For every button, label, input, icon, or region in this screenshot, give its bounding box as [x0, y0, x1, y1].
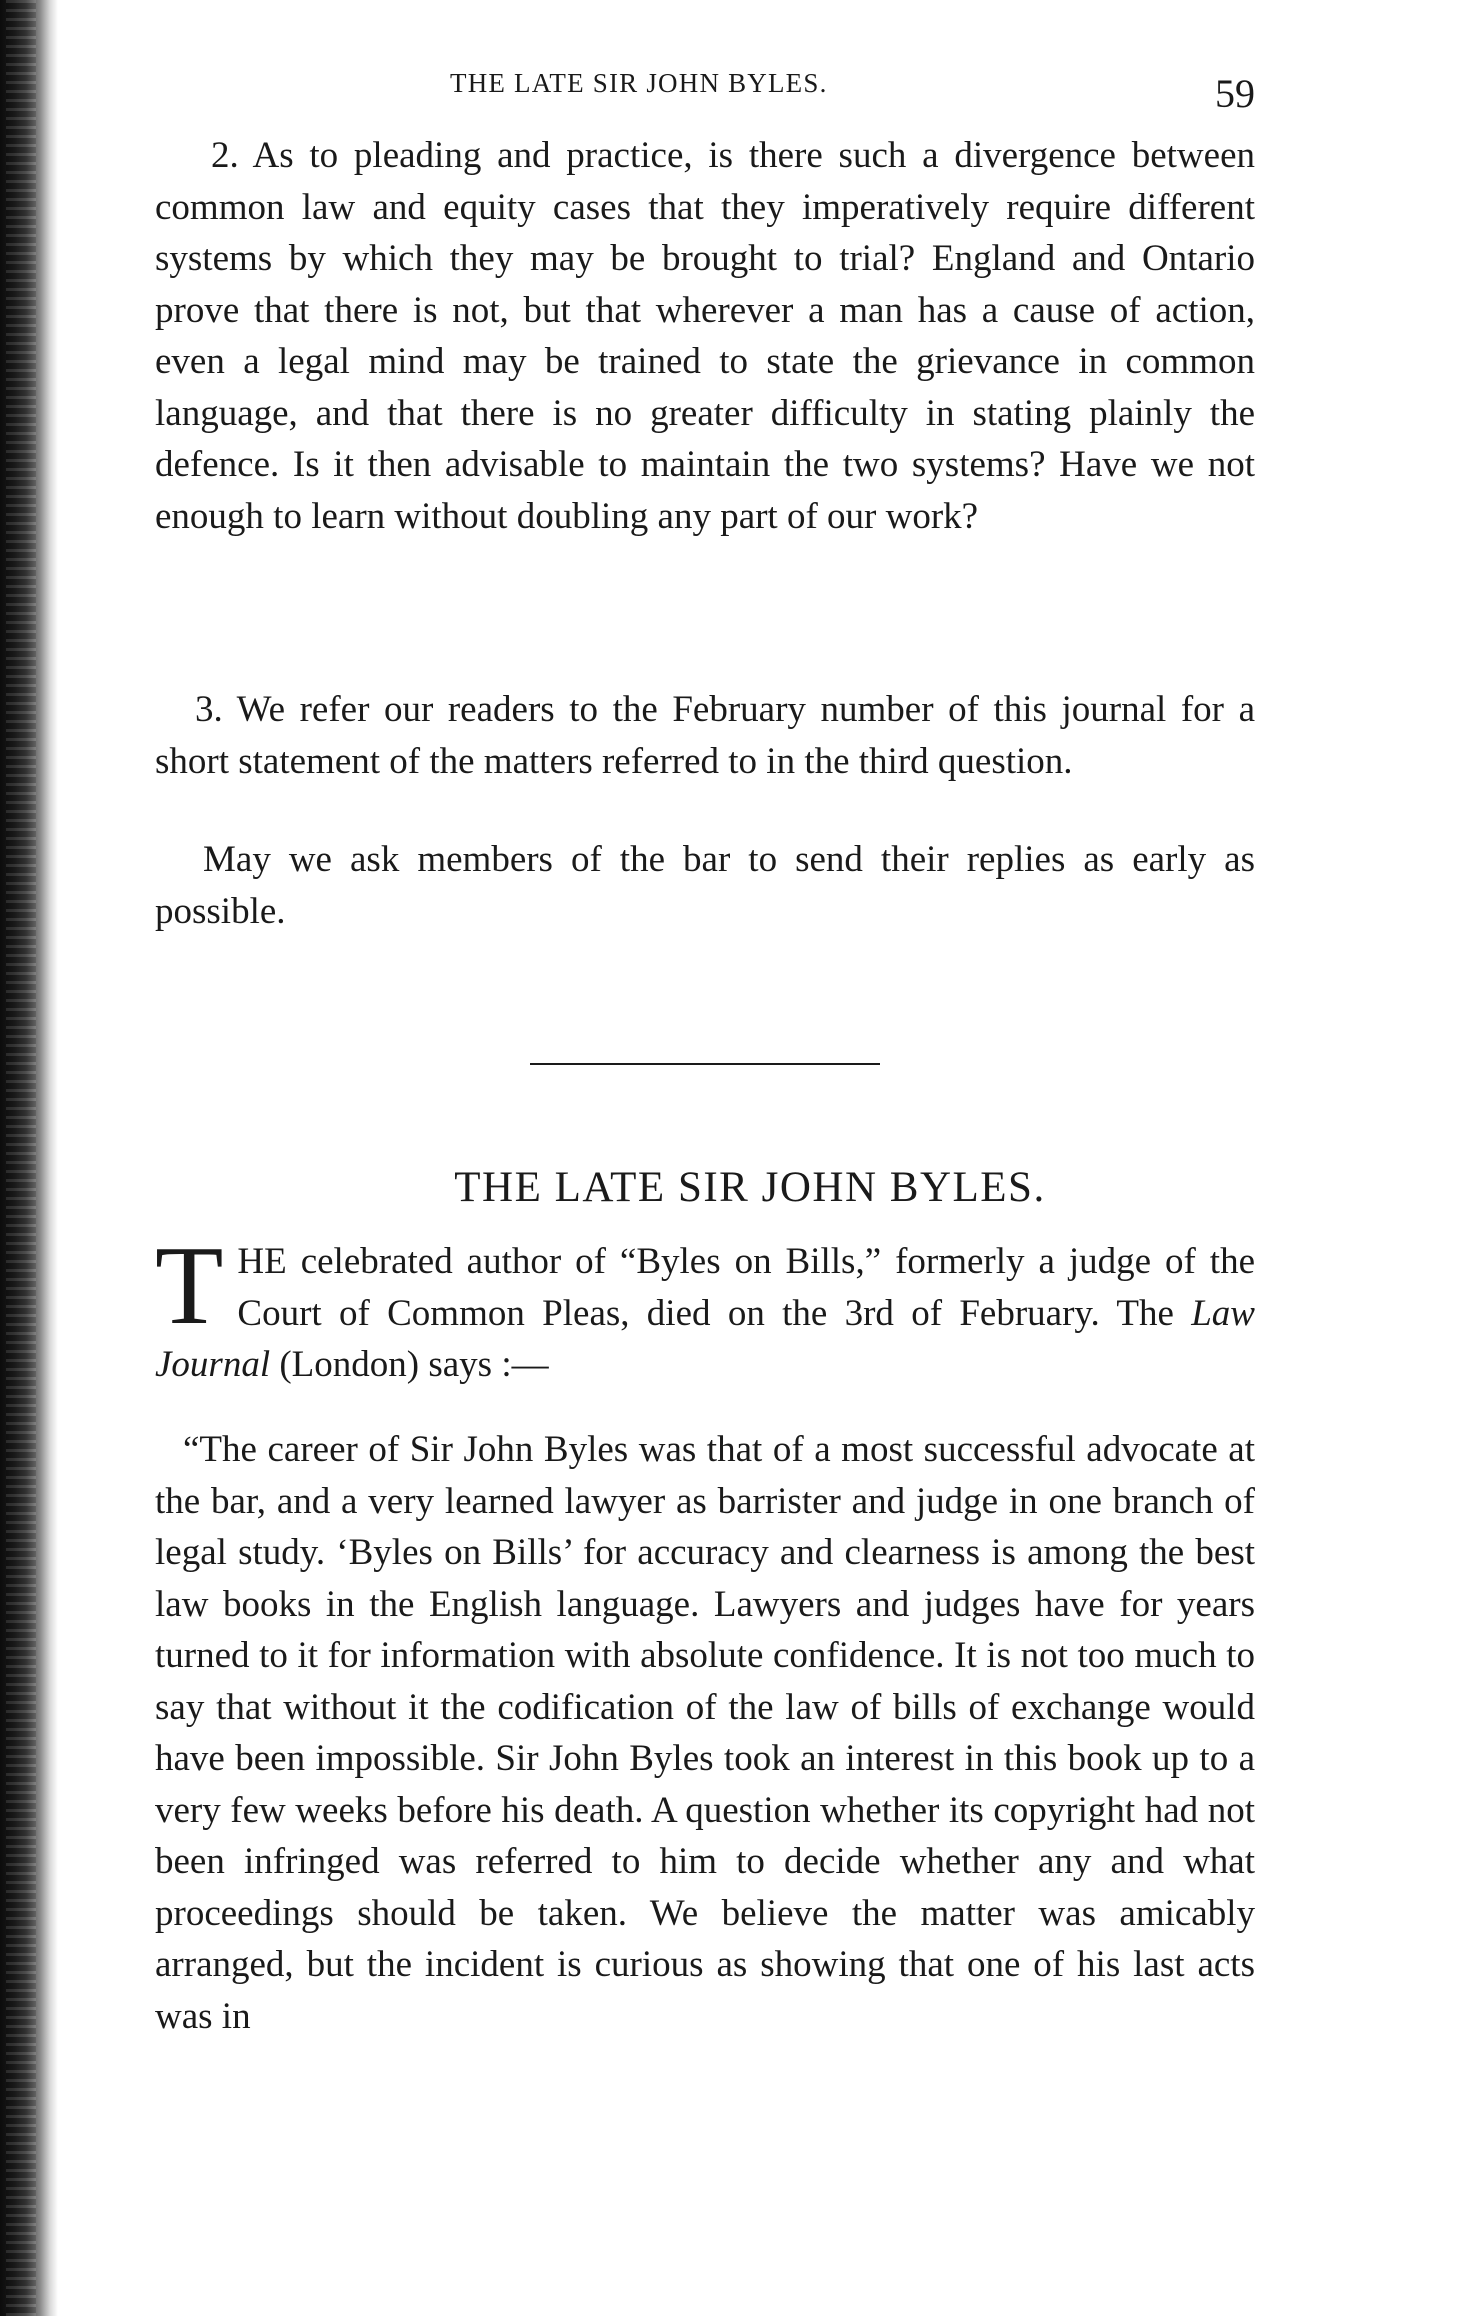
binding-shadow — [0, 0, 58, 2316]
drop-cap: T — [155, 1224, 224, 1348]
paragraph-question-3: 3. We refer our readers to the February number of this journal for a short statement of the matters referred to in the third question. — [155, 689, 1255, 782]
page-number: 59 — [1215, 71, 1255, 116]
lead-tail: (London) says :— — [270, 1344, 549, 1385]
paragraph-question-2: 2. As to pleading and practice, is there such a divergence between common law and equity cases that they imperatively require different systems by which they may be brought to trial? England and Ontario prove that there is not, but that wherever a man has a cause of action, even a legal mind may be trained to state the grievance in common language, and that there is no greater difficulty in stating plainly the defence. Is it then advisable to maintain the two systems? Have we not enough to learn without doubling any part of our work? — [155, 135, 1255, 537]
article-title: THE LATE SIR JOHN BYLES. — [454, 1164, 1046, 1211]
section-divider — [530, 1063, 880, 1065]
paragraph-quotation: “The career of Sir John Byles was that of a most successful advocate at the bar, and a very learned lawyer as barrister and judge in one branch of legal study. ‘Byles on Bills’ for accuracy and clearness is among the best law books in the English language. Lawyers and judges have for years turned to it for information with absolute confidence. It is not too much to say that without it the codification of the law of bills of exchange would have been impossible. Sir John Byles took an interest in this book up to a very few weeks before his death. A question whether its copyright had not been infringed was referred to him to decide whether any and what proceedings should be taken. We believe the matter was amicably arranged, but the incident is curious as showing that one of his last acts was in — [155, 1429, 1255, 2037]
article-lead-paragraph — [155, 1224, 1255, 1391]
paragraph-request-replies: May we ask members of the bar to send their replies as early as possible. — [155, 839, 1255, 932]
running-head: THE LATE SIR JOHN BYLES. — [450, 68, 828, 98]
lead-text: HE celebrated author of “Byles on Bills,” formerly a judge of the Court of Common Pleas, died on the 3rd of February. The — [237, 1241, 1255, 1334]
journal-name: Law Journal — [155, 1292, 1255, 1385]
